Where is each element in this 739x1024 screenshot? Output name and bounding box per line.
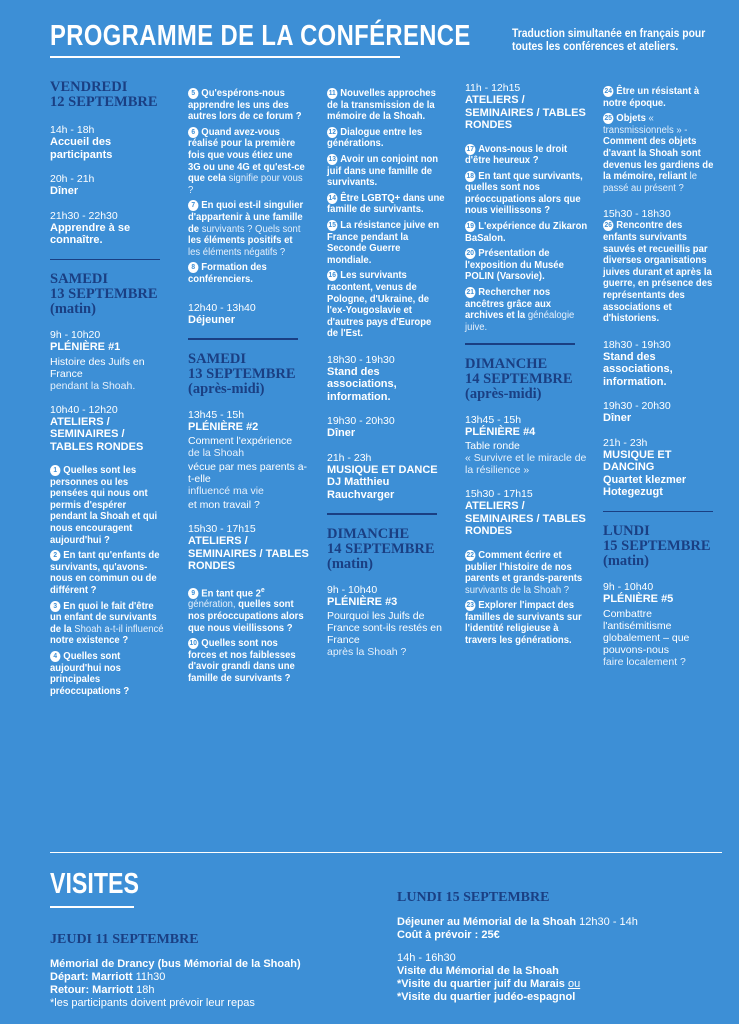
event-time: 12h40 - 13h40 [188, 301, 256, 314]
event-desc: Combattre l'antisémitisme globalement – que pouvons-nous [603, 607, 690, 656]
visit-line: Coût à prévoir : 25€ [397, 929, 500, 941]
event-time: 15h30 - 18h30 [603, 208, 671, 221]
list-item: 26 Rencontre des enfants survivants sauvés et recueillis par diverses organisations juives durant et après la guerre, en présence des représentants des associations et d'historiens. [603, 220, 713, 325]
day-heading: VENDREDI 12 SEPTEMBRE [50, 79, 158, 110]
event-desc: Comment l'expérience [188, 435, 293, 447]
event-desc: Table ronde [465, 440, 520, 453]
event-desc: de la Shoah [188, 447, 245, 459]
event-time: 9h - 10h20 [50, 329, 101, 341]
event-desc: influencé ma vie [188, 485, 264, 497]
divider [327, 513, 437, 515]
list-item: 6 Quand avez-vous réalisé pour la première fois que vous étiez une 3G ou une 4G et qu'est-ce que cela signifie pour vous ? [188, 126, 305, 196]
visit-line: Déjeuner au Mémorial de la Shoah 12h30 - 14h [397, 916, 638, 928]
event-time: 19h30 - 20h30 [327, 415, 395, 428]
visit-line: *les participants doivent prévoir leur repas [50, 997, 255, 1009]
visit-line: Visite du Mémorial de la Shoah [397, 965, 559, 977]
event-desc: vécue par mes parents a-t-elle [188, 461, 308, 485]
list-item: 11 Nouvelles approches de la transmission de la mémoire de la Shoah. [327, 88, 436, 123]
visit-line: Départ: Marriott 11h30 [50, 971, 166, 983]
day-heading: DIMANCHE 14 SEPTEMBRE (matin) [327, 525, 435, 572]
event-title: Dîner [327, 427, 356, 440]
day-heading: DIMANCHE 14 SEPTEMBRE (après-midi) [465, 355, 573, 402]
visits-right [397, 890, 727, 1004]
event-title: Déjeuner [188, 313, 236, 326]
list-item: 13 Avoir un conjoint non juif dans une famille de survivants. [327, 153, 439, 189]
event-time: 13h45 - 15h [188, 408, 245, 421]
column-3 [327, 88, 451, 670]
visits-title: VISITES [50, 868, 139, 900]
list-item: 8 Formation des conférenciers. [188, 262, 267, 285]
visit-line: Retour: Marriott 18h [50, 984, 155, 996]
column-5 [603, 86, 723, 680]
page-title: PROGRAMME DE LA CONFÉRENCE [50, 20, 471, 52]
list-item: 14 Être LGBTQ+ dans une famille de survivants. [327, 192, 445, 216]
event-desc: et mon travail ? [188, 499, 260, 511]
visit-line: *Visite du quartier juif du Marais ou [397, 978, 581, 990]
visit-day: LUNDI 15 SEPTEMBRE [397, 890, 550, 905]
event-time: 18h30 - 19h30 [327, 353, 395, 366]
event-title: ATELIERS / SEMINAIRES / TABLES RONDES [50, 415, 144, 453]
divider [188, 338, 298, 340]
event-time: 14h - 18h [50, 124, 95, 136]
event-time: 9h - 10h40 [603, 581, 654, 594]
column-2 [188, 88, 312, 689]
event-desc: Histoire des Juifs en France [50, 355, 145, 380]
event-title: PLÉNIÈRE #4 [465, 425, 536, 438]
day-heading: SAMEDI 13 SEPTEMBRE (après-midi) [188, 350, 296, 397]
event-desc: après la Shoah ? [327, 646, 407, 659]
event-title: Stand des associations, information. [603, 350, 673, 388]
list-item: 23 Explorer l'impact des familles de survivants sur l'identité religieuse à travers les générations. [465, 600, 582, 647]
list-item: 7 En quoi est-il singulier d'appartenir à une famille de survivants ? Quels sont les éléments positifs et les éléments négatifs ? [188, 200, 304, 258]
event-time: 11h - 12h15 [465, 82, 521, 94]
list-item: 4 Quelles sont aujourd'hui nos principales préoccupations ? [50, 650, 130, 697]
event-title: ATELIERS / SEMINAIRES / TABLES RONDES [465, 94, 586, 131]
divider [50, 259, 160, 261]
visit-line: Mémorial de Drancy (bus Mémorial de la Shoah) [50, 958, 301, 970]
event-time: 9h - 10h40 [327, 583, 378, 596]
divider [603, 511, 713, 513]
event-title: ATELIERS / SEMINAIRES / TABLES RONDES [188, 535, 309, 572]
event-time: 15h30 - 17h15 [188, 523, 256, 535]
event-time: 21h - 23h [327, 451, 372, 464]
list-item: 24 Être un résistant à notre époque. [603, 86, 700, 109]
event-title: Stand des associations, information. [327, 365, 397, 403]
list-item: 3 En quoi le fait d'être un enfant de survivants de la Shoah a-t-il influencé notre existence ? [50, 600, 164, 647]
list-item: 2 En tant qu'enfants de survivants, qu'avons-nous en commun ou de différent ? [50, 550, 160, 596]
day-heading: LUNDI 15 SEPTEMBRE (matin) [603, 523, 711, 570]
list-item: 1 Quelles sont les personnes ou les pensées qui nous ont permis d'espérer pendant la Shoah et qui nous encouragent aujourd'hui ? [50, 465, 158, 546]
event-desc: « Survivre et le miracle de la résilience » [465, 452, 587, 477]
event-title: Dîner [50, 185, 79, 197]
event-desc: Quartet klezmer Hotegezugt [603, 473, 687, 499]
event-title: Dîner [603, 412, 632, 425]
column-4 [465, 80, 595, 651]
event-time: 21h30 - 22h30 [50, 209, 118, 222]
event-time: 18h30 - 19h30 [603, 338, 671, 351]
list-item: 5 Qu'espérons-nous apprendre les uns des autres lors de ce forum ? [188, 88, 302, 123]
event-title: PLÉNIÈRE #1 [50, 341, 121, 353]
event-title: PLÉNIÈRE #2 [188, 420, 259, 433]
visits-left [50, 932, 380, 1010]
event-title: Accueil des participants [50, 136, 113, 161]
event-time: 13h45 - 15h [465, 413, 522, 426]
translation-note: Traduction simultanée en français pour toutes les conférences et ateliers. [512, 28, 706, 53]
event-title: PLÉNIÈRE #3 [327, 595, 398, 608]
title-underline [50, 56, 400, 58]
list-item: 16 Les survivants racontent, venus de Pologne, d'Ukraine, de l'ex-Yougoslavie et d'autres pays d'Europe de l'Est. [327, 270, 432, 340]
visits-underline [50, 906, 134, 908]
section-divider [50, 852, 722, 853]
list-item: 17 Avons-nous le droit d'être heureux ? [465, 143, 568, 167]
list-item: 20 Présentation de l'exposition du Musée POLIN (Varsovie). [465, 248, 564, 283]
visit-day: JEUDI 11 SEPTEMBRE [50, 932, 199, 947]
visit-line: *Visite du quartier judéo-espagnol [397, 991, 576, 1003]
list-item: 15 La résistance juive en France pendant la Seconde Guerre mondiale. [327, 219, 440, 266]
visit-line: 14h - 16h30 [397, 952, 456, 964]
event-desc: pendant la Shoah. [50, 379, 136, 392]
event-desc: DJ Matthieu Rauchvarger [327, 476, 395, 501]
list-item: 10 Quelles sont nos forces et nos faiblesses d'avoir grandi dans une famille de survivants ? [188, 638, 296, 684]
event-time: 20h - 21h [50, 173, 95, 185]
event-time: 15h30 - 17h15 [465, 488, 533, 501]
column-1 [50, 80, 170, 701]
event-desc: Pourquoi les Juifs de France sont-ils restés en France [327, 610, 442, 647]
event-time: 19h30 - 20h30 [603, 400, 671, 413]
list-item: 21 Rechercher nos ancêtres grâce aux archives et la généalogie juive. [465, 287, 575, 333]
list-item: 25 Objets « transmissionnels » - Comment des objets d'avant la Shoah sont devenus les gardiens de la mémoire, reliant le passé au présent ? [603, 113, 714, 194]
event-title: MUSIQUE ET DANCING [603, 448, 672, 474]
list-item: 9 En tant que 2e génération, quelles sont nos préoccupations alors que nous vieillissons ? [188, 586, 304, 634]
divider [465, 343, 575, 345]
day-heading: SAMEDI 13 SEPTEMBRE (matin) [50, 271, 158, 317]
list-item: 22 Comment écrire et publier l'histoire de nos parents et grands-parents survivants de la Shoah ? [465, 549, 583, 596]
list-item: 19 L'expérience du Zikaron BaSalon. [465, 221, 588, 244]
list-item: 18 En tant que survivants, quelles sont nos préoccupations alors que nous vieillissons ? [465, 170, 583, 217]
event-title: MUSIQUE ET DANCE [327, 463, 438, 476]
list-item: 12 Dialogue entre les générations. [327, 126, 423, 150]
event-desc: faire localement ? [603, 655, 686, 668]
event-time: 10h40 - 12h20 [50, 403, 118, 416]
event-title: Apprendre à se connaître. [50, 221, 131, 246]
event-title: PLÉNIÈRE #5 [603, 593, 674, 606]
event-title: ATELIERS / SEMINAIRES / TABLES RONDES [465, 500, 586, 538]
event-time: 21h - 23h [603, 436, 648, 449]
